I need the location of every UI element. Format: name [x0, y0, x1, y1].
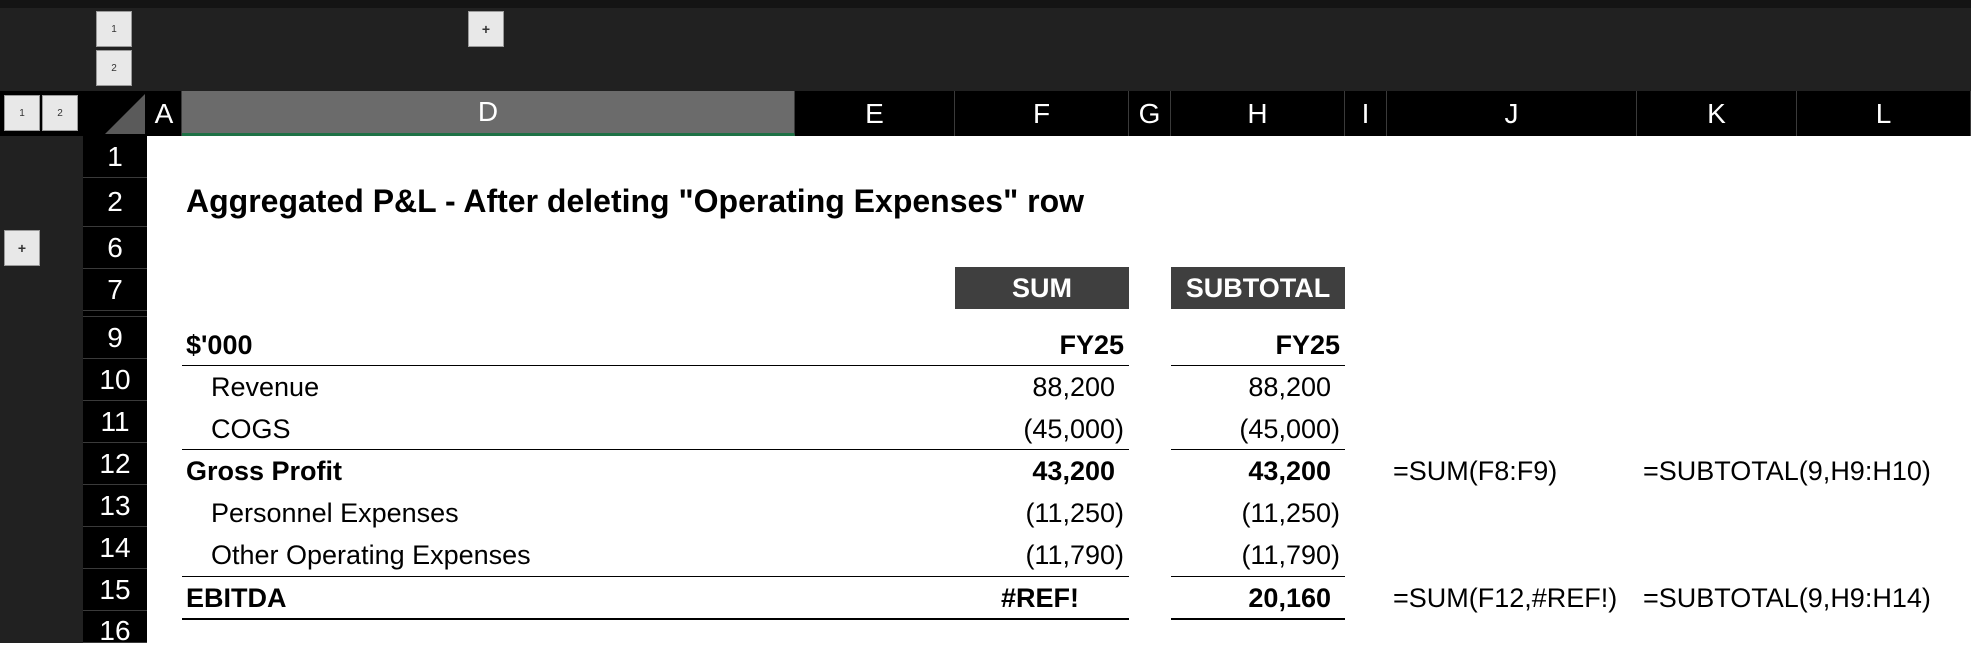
header-underline	[182, 365, 1129, 366]
gross-profit-label-cell[interactable]: Gross Profit	[186, 456, 343, 486]
ebitda-topline	[182, 576, 1129, 577]
units-label-cell[interactable]: $'000	[186, 330, 253, 360]
cogs-sum-cell[interactable]: (45,000)	[1023, 414, 1124, 444]
revenue-sum-cell[interactable]: 88,200	[1032, 372, 1115, 402]
personnel-expenses-sum-cell[interactable]: (11,250)	[1025, 498, 1124, 528]
row-header-6[interactable]: 6	[83, 227, 147, 269]
gross-profit-topline-h	[1171, 449, 1345, 450]
column-header-h[interactable]: H	[1171, 91, 1345, 136]
column-header-g[interactable]: G	[1129, 91, 1171, 136]
row-header-16[interactable]: 16	[83, 611, 147, 643]
column-header-j[interactable]: J	[1387, 91, 1637, 136]
col-outline-level-1-button[interactable]: 1	[96, 11, 132, 47]
gross-profit-subtotal-cell[interactable]: 43,200	[1248, 456, 1331, 486]
other-operating-expenses-sum-cell[interactable]: (11,790)	[1025, 540, 1124, 570]
row-outline-level-2-button[interactable]: 2	[42, 95, 78, 131]
period-f-cell[interactable]: FY25	[1059, 330, 1124, 360]
column-header-k[interactable]: K	[1637, 91, 1797, 136]
sum-header-cell[interactable]: SUM	[955, 267, 1129, 309]
period-h-cell[interactable]: FY25	[1275, 330, 1340, 360]
cogs-subtotal-cell[interactable]: (45,000)	[1239, 414, 1340, 444]
column-header-d[interactable]: D	[182, 91, 795, 136]
select-all-triangle-icon	[83, 91, 147, 136]
column-header-a[interactable]: A	[147, 91, 182, 136]
other-operating-expenses-subtotal-cell[interactable]: (11,790)	[1241, 540, 1340, 570]
ebitda-subtotal-cell[interactable]: 20,160	[1248, 583, 1331, 613]
row-header-12[interactable]: 12	[83, 443, 147, 485]
row-header-14[interactable]: 14	[83, 527, 147, 569]
expand-column-group-button[interactable]: +	[468, 11, 504, 47]
row-header-7[interactable]: 7	[83, 269, 147, 311]
ebitda-bottom-border-h	[1171, 618, 1345, 620]
ebitda-bottom-border	[182, 618, 1129, 620]
row-header-9[interactable]: 9	[83, 317, 147, 359]
ebitda-sum-cell[interactable]: #REF!	[1000, 583, 1079, 613]
row-header-13[interactable]: 13	[83, 485, 147, 527]
row-outline-level-1-button[interactable]: 1	[4, 95, 40, 131]
ebitda-topline-h	[1171, 576, 1345, 577]
revenue-label-cell[interactable]: Revenue	[211, 372, 320, 402]
row-header-10[interactable]: 10	[83, 359, 147, 401]
row-header-11[interactable]: 11	[83, 401, 147, 443]
gross-profit-topline	[182, 449, 1129, 450]
gross-profit-subtotal-formula-cell[interactable]: =SUBTOTAL(9,H9:H10)	[1643, 456, 1931, 486]
column-header-f[interactable]: F	[955, 91, 1129, 136]
header-underline-h	[1171, 365, 1345, 366]
col-outline-level-2-button[interactable]: 2	[96, 50, 132, 86]
subtotal-header-cell[interactable]: SUBTOTAL	[1171, 267, 1345, 309]
personnel-expenses-label-cell[interactable]: Personnel Expenses	[211, 498, 459, 528]
ebitda-label-cell[interactable]: EBITDA	[186, 583, 287, 613]
column-header-i[interactable]: I	[1345, 91, 1387, 136]
row-header-1[interactable]: 1	[83, 136, 147, 178]
ebitda-subtotal-formula-cell[interactable]: =SUBTOTAL(9,H9:H14)	[1643, 583, 1931, 613]
column-outline-area	[0, 8, 1971, 91]
row-outline-area	[0, 91, 83, 643]
column-header-e[interactable]: E	[795, 91, 955, 136]
gross-profit-sum-cell[interactable]: 43,200	[1032, 456, 1115, 486]
column-header-l[interactable]: L	[1797, 91, 1971, 136]
select-all-corner[interactable]	[83, 91, 147, 136]
ebitda-sum-formula-cell[interactable]: =SUM(F12,#REF!)	[1393, 583, 1618, 613]
other-operating-expenses-label-cell[interactable]: Other Operating Expenses	[211, 540, 531, 570]
gross-profit-sum-formula-cell[interactable]: =SUM(F8:F9)	[1393, 456, 1558, 486]
sheet-title[interactable]: Aggregated P&L - After deleting "Operating Expenses" row	[186, 183, 1085, 219]
personnel-expenses-subtotal-cell[interactable]: (11,250)	[1241, 498, 1340, 528]
row-header-15[interactable]: 15	[83, 569, 147, 611]
revenue-subtotal-cell[interactable]: 88,200	[1248, 372, 1331, 402]
row-header-2[interactable]: 2	[83, 178, 147, 227]
expand-row-group-button[interactable]: +	[4, 230, 40, 266]
title-strip	[0, 0, 1971, 8]
cogs-label-cell[interactable]: COGS	[211, 414, 291, 444]
